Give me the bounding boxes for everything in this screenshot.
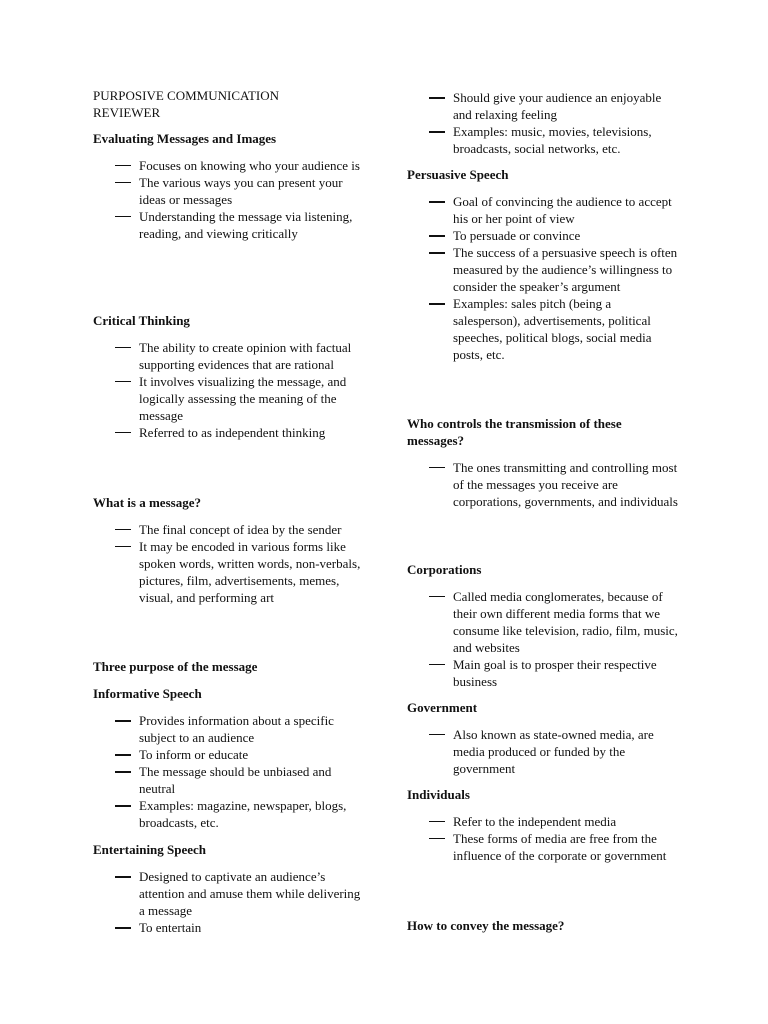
list-item: It involves visualizing the message, and logically assessing the meaning of the message [139, 374, 347, 423]
heading-who-controls-transmission: Who controls the transmission of these messages? [407, 416, 622, 448]
list-item: Should give your audience an enjoyable and relaxing feeling [453, 90, 662, 122]
list-item: Provides information about a specific subject to an audience [139, 713, 334, 745]
list-item: The final concept of idea by the sender [139, 522, 342, 537]
heading-informative-speech: Informative Speech [93, 686, 202, 701]
list-item: It may be encoded in various forms like spoken words, written words, non-verbals, pictures, film, advertisements, memes, visual, and performing art [139, 539, 361, 605]
list-what-is-a-message [115, 521, 365, 606]
list-item: Called media conglomerates, because of their own different media forms that we consume like television, radio, film, music, and websites [453, 589, 678, 655]
list-persuasive-speech [429, 193, 679, 363]
list-item: Main goal is to prosper their respective business [453, 657, 657, 689]
heading-evaluating-messages: Evaluating Messages and Images [93, 131, 277, 146]
list-item: The ability to create opinion with factual supporting evidences that are rational [139, 340, 352, 372]
list-item: The ones transmitting and controlling most of the messages you receive are corporations, governments, and individuals [453, 460, 678, 509]
list-item: Understanding the message via listening, reading, and viewing critically [139, 209, 353, 241]
list-item: The various ways you can present your ideas or messages [139, 175, 343, 207]
heading-critical-thinking: Critical Thinking [93, 313, 190, 328]
list-who-controls-transmission [429, 459, 679, 510]
list-item: To entertain [139, 920, 202, 935]
list-item: Focuses on knowing who your audience is [139, 158, 360, 173]
list-critical-thinking [115, 339, 365, 441]
heading-what-is-a-message: What is a message? [93, 495, 201, 510]
heading-corporations: Corporations [407, 562, 482, 577]
document-title: PURPOSIVE COMMUNICATION REVIEWER [93, 88, 279, 120]
list-item: To inform or educate [139, 747, 249, 762]
list-item: Examples: sales pitch (being a salesperson), advertisements, political speeches, political blogs, social media posts, etc. [453, 296, 652, 362]
list-entertaining-speech-continued [429, 89, 679, 157]
heading-government: Government [407, 700, 478, 715]
list-item: To persuade or convince [453, 228, 581, 243]
list-item: Refer to the independent media [453, 814, 617, 829]
list-individuals [429, 813, 679, 864]
heading-persuasive-speech: Persuasive Speech [407, 167, 509, 182]
list-informative-speech [115, 712, 365, 831]
list-entertaining-speech [115, 868, 365, 936]
list-item: Also known as state-owned media, are media produced or funded by the government [453, 727, 654, 776]
list-item: Goal of convincing the audience to accept his or her point of view [453, 194, 672, 226]
heading-individuals: Individuals [407, 787, 470, 802]
list-item: Examples: music, movies, televisions, broadcasts, social networks, etc. [453, 124, 652, 156]
list-government [429, 726, 682, 777]
heading-how-to-convey: How to convey the message? [407, 918, 565, 933]
list-item: Examples: magazine, newspaper, blogs, broadcasts, etc. [139, 798, 347, 830]
heading-entertaining-speech: Entertaining Speech [93, 842, 207, 857]
list-corporations [429, 588, 682, 690]
list-evaluating-messages [115, 157, 365, 242]
list-item: These forms of media are free from the influence of the corporate or government [453, 831, 667, 863]
list-item: The message should be unbiased and neutral [139, 764, 332, 796]
list-item: Referred to as independent thinking [139, 425, 326, 440]
list-item: Designed to captivate an audience’s attention and amuse them while delivering a message [139, 869, 361, 918]
list-item: The success of a persuasive speech is often measured by the audience’s willingness to consider the speaker’s argument [453, 245, 678, 294]
heading-three-purpose: Three purpose of the message [93, 659, 258, 674]
